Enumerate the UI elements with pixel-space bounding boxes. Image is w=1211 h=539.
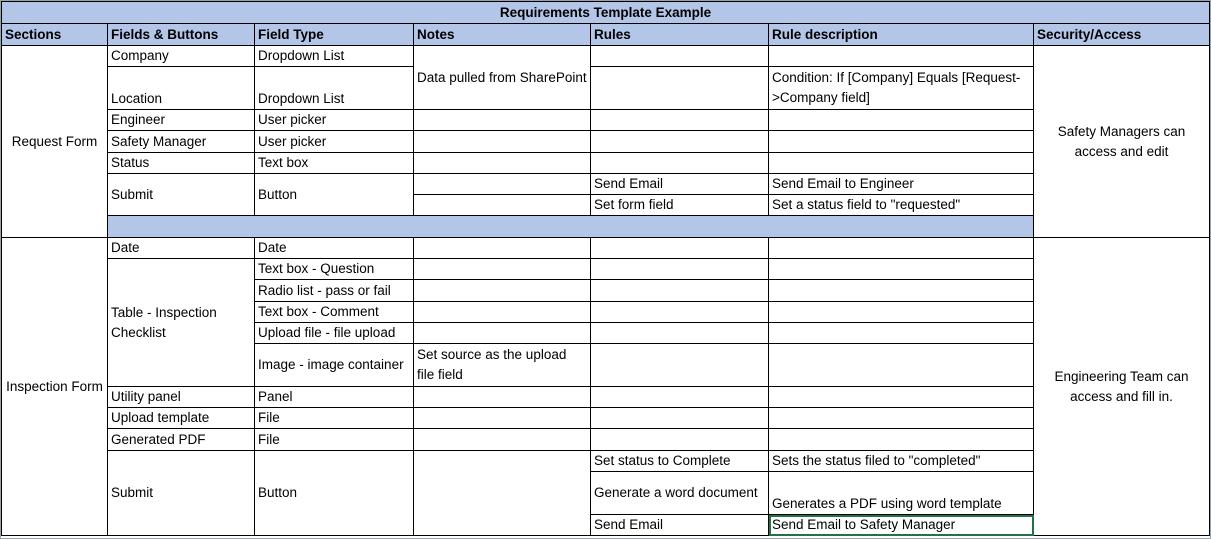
rule-description-cell[interactable]	[769, 131, 1034, 153]
security-request[interactable]: Safety Managers can access and edit	[1034, 46, 1210, 238]
rules-cell[interactable]: Set form field	[591, 195, 769, 216]
field-cell[interactable]: Date	[108, 238, 255, 259]
notes-cell[interactable]: Set source as the upload file field	[414, 344, 591, 387]
header-row	[2, 24, 1210, 46]
rule-description-cell[interactable]	[769, 323, 1034, 344]
type-cell[interactable]: User picker	[255, 110, 414, 131]
field-cell[interactable]: Submit	[108, 451, 255, 536]
header-rule-description[interactable]: Rule description	[769, 24, 1034, 46]
field-cell[interactable]: Safety Manager	[108, 131, 255, 153]
notes-cell[interactable]	[414, 153, 591, 174]
section-inspection-form[interactable]: Inspection Form	[2, 238, 108, 536]
rules-cell[interactable]	[591, 387, 769, 408]
header-notes[interactable]: Notes	[414, 24, 591, 46]
field-cell[interactable]: Engineer	[108, 110, 255, 131]
table-row	[2, 429, 1210, 451]
table-row	[2, 131, 1210, 153]
rule-description-cell[interactable]: Send Email to Engineer	[769, 174, 1034, 195]
header-security[interactable]: Security/Access	[1034, 24, 1210, 46]
type-cell[interactable]: File	[255, 429, 414, 451]
rule-description-cell[interactable]	[769, 387, 1034, 408]
type-cell[interactable]: Button	[255, 174, 414, 216]
notes-cell[interactable]	[414, 110, 591, 131]
field-cell[interactable]: Status	[108, 153, 255, 174]
field-cell[interactable]: Company	[108, 46, 255, 67]
rules-cell[interactable]: Generate a word document	[591, 472, 769, 515]
type-cell[interactable]: Text box - Comment	[255, 302, 414, 323]
notes-cell[interactable]: Data pulled from SharePoint	[414, 46, 591, 110]
notes-cell[interactable]	[414, 174, 591, 195]
type-cell[interactable]: Radio list - pass or fail	[255, 280, 414, 302]
type-cell[interactable]: Text box - Question	[255, 259, 414, 280]
type-cell[interactable]: Date	[255, 238, 414, 259]
rules-cell[interactable]	[591, 323, 769, 344]
table-row	[2, 153, 1210, 174]
title-row	[2, 2, 1210, 24]
field-cell[interactable]: Upload template	[108, 408, 255, 429]
rule-description-cell[interactable]: Condition: If [Company] Equals [Request->Company field]	[769, 67, 1034, 110]
type-cell[interactable]: User picker	[255, 131, 414, 153]
notes-cell[interactable]	[414, 451, 591, 536]
rule-description-cell[interactable]	[769, 429, 1034, 451]
rules-cell[interactable]	[591, 302, 769, 323]
rule-description-cell[interactable]	[769, 110, 1034, 131]
field-cell[interactable]: Utility panel	[108, 387, 255, 408]
field-cell[interactable]: Generated PDF	[108, 429, 255, 451]
notes-cell[interactable]	[414, 408, 591, 429]
security-inspection[interactable]: Engineering Team can access and fill in.	[1034, 238, 1210, 536]
rule-description-cell[interactable]	[769, 238, 1034, 259]
rules-cell[interactable]	[591, 429, 769, 451]
separator-row	[2, 216, 1210, 238]
rule-description-cell[interactable]	[769, 302, 1034, 323]
notes-cell[interactable]	[414, 429, 591, 451]
rule-description-cell[interactable]: Generates a PDF using word template	[769, 472, 1034, 515]
notes-cell[interactable]	[414, 387, 591, 408]
field-cell[interactable]: Submit	[108, 174, 255, 216]
header-field-type[interactable]: Field Type	[255, 24, 414, 46]
rules-cell[interactable]	[591, 131, 769, 153]
rule-description-cell[interactable]	[769, 46, 1034, 67]
notes-cell[interactable]	[414, 238, 591, 259]
table-row	[2, 174, 1210, 195]
rule-description-cell[interactable]	[769, 408, 1034, 429]
rule-description-cell[interactable]	[769, 344, 1034, 387]
type-cell[interactable]: Dropdown List	[255, 67, 414, 110]
table-row	[2, 259, 1210, 280]
type-cell[interactable]: Upload file - file upload	[255, 323, 414, 344]
table-title[interactable]: Requirements Template Example	[2, 2, 1210, 24]
rule-description-cell[interactable]: Set a status field to "requested"	[769, 195, 1034, 216]
rule-description-cell[interactable]	[769, 280, 1034, 302]
table-row	[2, 408, 1210, 429]
field-cell[interactable]: Location	[108, 67, 255, 110]
rule-description-cell[interactable]: Sets the status filed to "completed"	[769, 451, 1034, 472]
rule-description-cell[interactable]	[769, 259, 1034, 280]
rules-cell[interactable]	[591, 238, 769, 259]
section-request-form[interactable]: Request Form	[2, 46, 108, 238]
rule-description-cell[interactable]	[769, 153, 1034, 174]
type-cell[interactable]: Text box	[255, 153, 414, 174]
notes-cell[interactable]	[414, 323, 591, 344]
separator-cell	[108, 216, 1034, 238]
notes-cell[interactable]	[414, 280, 591, 302]
rule-description-cell-selected[interactable]: Send Email to Safety Manager	[769, 515, 1034, 536]
rules-cell[interactable]	[591, 110, 769, 131]
table-row	[2, 46, 1210, 67]
rules-cell[interactable]: Send Email	[591, 174, 769, 195]
notes-cell[interactable]	[414, 259, 591, 280]
table-row	[2, 387, 1210, 408]
type-cell[interactable]: Image - image container	[255, 344, 414, 387]
rules-cell[interactable]	[591, 153, 769, 174]
rules-cell[interactable]	[591, 344, 769, 387]
header-sections[interactable]: Sections	[2, 24, 108, 46]
requirements-table	[1, 1, 1210, 536]
rules-cell[interactable]	[591, 67, 769, 110]
notes-cell[interactable]	[414, 195, 591, 216]
rules-cell[interactable]	[591, 46, 769, 67]
table-row	[2, 451, 1210, 472]
type-cell[interactable]: Panel	[255, 387, 414, 408]
notes-cell[interactable]	[414, 302, 591, 323]
notes-cell[interactable]	[414, 131, 591, 153]
table-row	[2, 67, 1210, 110]
type-cell[interactable]: Button	[255, 451, 414, 536]
rules-cell[interactable]: Set status to Complete	[591, 451, 769, 472]
rules-cell[interactable]	[591, 259, 769, 280]
type-cell[interactable]: Dropdown List	[255, 46, 414, 67]
table-row	[2, 110, 1210, 131]
header-rules[interactable]: Rules	[591, 24, 769, 46]
rules-cell[interactable]	[591, 280, 769, 302]
rules-cell[interactable]	[591, 408, 769, 429]
rules-cell[interactable]: Send Email	[591, 515, 769, 536]
field-cell-table-checklist[interactable]: Table - Inspection Checklist	[108, 259, 255, 387]
header-fields[interactable]: Fields & Buttons	[108, 24, 255, 46]
type-cell[interactable]: File	[255, 408, 414, 429]
table-row	[2, 238, 1210, 259]
